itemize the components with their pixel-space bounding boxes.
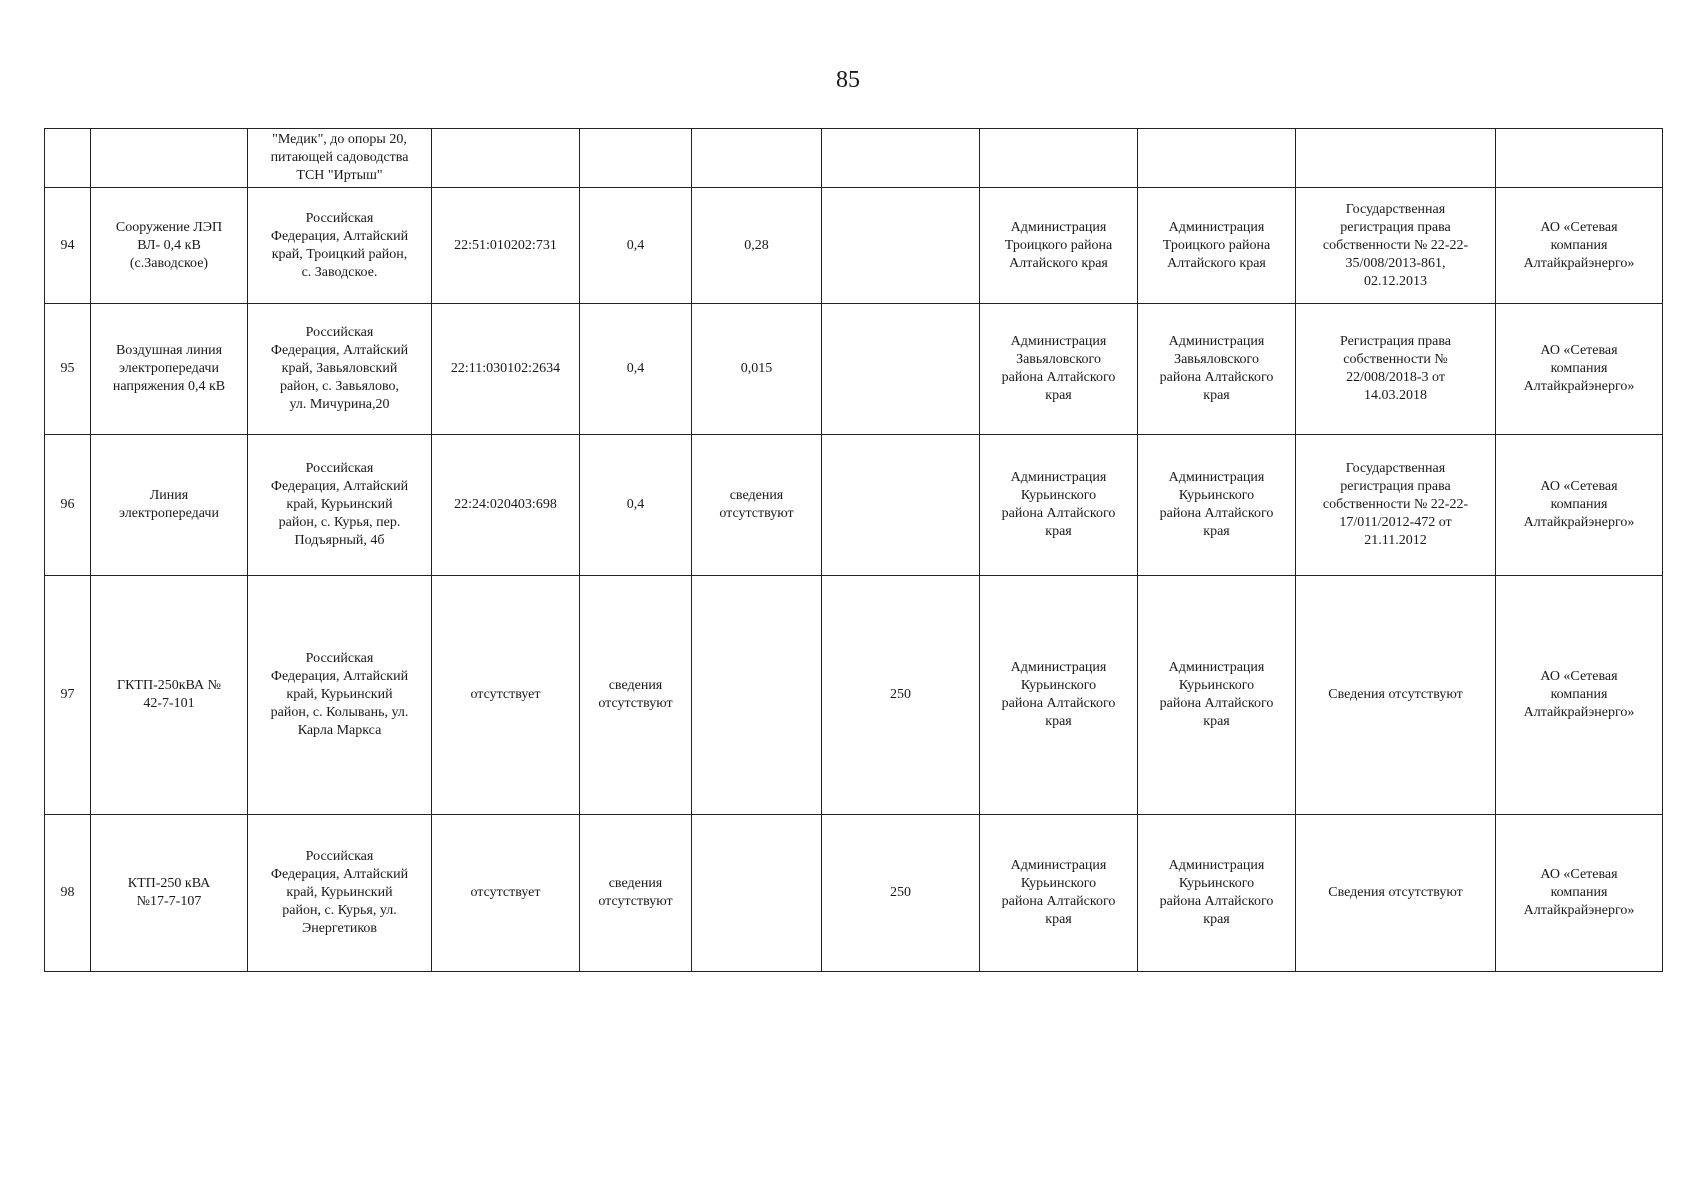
property-registry-table bbox=[44, 128, 1663, 972]
power-cell: 250 bbox=[822, 815, 980, 972]
length-cell bbox=[692, 129, 822, 188]
table-row bbox=[45, 188, 1663, 304]
cadastral-number-cell: отсутствует bbox=[432, 815, 580, 972]
row-number-cell bbox=[45, 129, 91, 188]
registration-cell: Сведения отсутствуют bbox=[1296, 815, 1496, 972]
holder-cell bbox=[1138, 129, 1296, 188]
registration-cell: Государственная регистрация права собственности № 22-22- 35/008/2013-861, 02.12.2013 bbox=[1296, 188, 1496, 304]
length-cell: 0,015 bbox=[692, 304, 822, 435]
registration-cell: Государственная регистрация права собственности № 22-22- 17/011/2012-472 от 21.11.2012 bbox=[1296, 435, 1496, 576]
row-number-cell: 98 bbox=[45, 815, 91, 972]
address-cell: Российская Федерация, Алтайский край, Троицкий район, с. Заводское. bbox=[248, 188, 432, 304]
object-name-cell: Сооружение ЛЭП ВЛ- 0,4 кВ (с.Заводское) bbox=[91, 188, 248, 304]
power-cell: 250 bbox=[822, 576, 980, 815]
length-cell: 0,28 bbox=[692, 188, 822, 304]
operator-cell: АО «Сетевая компания Алтайкрайэнерго» bbox=[1496, 188, 1663, 304]
object-name-cell: Линия электропередачи bbox=[91, 435, 248, 576]
row-number-cell: 96 bbox=[45, 435, 91, 576]
voltage-cell bbox=[580, 129, 692, 188]
address-cell: Российская Федерация, Алтайский край, Курьинский район, с. Колывань, ул. Карла Маркса bbox=[248, 576, 432, 815]
owner-cell: Администрация Курьинского района Алтайского края bbox=[980, 815, 1138, 972]
length-cell bbox=[692, 576, 822, 815]
holder-cell: Администрация Завьяловского района Алтайского края bbox=[1138, 304, 1296, 435]
row-number-cell: 95 bbox=[45, 304, 91, 435]
holder-cell: Администрация Курьинского района Алтайского края bbox=[1138, 815, 1296, 972]
address-cell: "Медик", до опоры 20, питающей садоводства ТСН "Иртыш" bbox=[248, 129, 432, 188]
operator-cell: АО «Сетевая компания Алтайкрайэнерго» bbox=[1496, 815, 1663, 972]
power-cell bbox=[822, 129, 980, 188]
owner-cell: Администрация Троицкого района Алтайского края bbox=[980, 188, 1138, 304]
operator-cell: АО «Сетевая компания Алтайкрайэнерго» bbox=[1496, 304, 1663, 435]
cadastral-number-cell: 22:24:020403:698 bbox=[432, 435, 580, 576]
address-cell: Российская Федерация, Алтайский край, Завьяловский район, с. Завьялово, ул. Мичурина,20 bbox=[248, 304, 432, 435]
address-cell: Российская Федерация, Алтайский край, Курьинский район, с. Курья, ул. Энергетиков bbox=[248, 815, 432, 972]
owner-cell: Администрация Курьинского района Алтайского края bbox=[980, 435, 1138, 576]
voltage-cell: 0,4 bbox=[580, 188, 692, 304]
voltage-cell: 0,4 bbox=[580, 304, 692, 435]
operator-cell bbox=[1496, 129, 1663, 188]
holder-cell: Администрация Курьинского района Алтайского края bbox=[1138, 576, 1296, 815]
cadastral-number-cell: отсутствует bbox=[432, 576, 580, 815]
table-row bbox=[45, 815, 1663, 972]
owner-cell: Администрация Курьинского района Алтайского края bbox=[980, 576, 1138, 815]
row-number-cell: 94 bbox=[45, 188, 91, 304]
operator-cell: АО «Сетевая компания Алтайкрайэнерго» bbox=[1496, 576, 1663, 815]
row-number-cell: 97 bbox=[45, 576, 91, 815]
power-cell bbox=[822, 304, 980, 435]
power-cell bbox=[822, 188, 980, 304]
registration-cell bbox=[1296, 129, 1496, 188]
registration-cell: Сведения отсутствуют bbox=[1296, 576, 1496, 815]
object-name-cell: КТП-250 кВА №17-7-107 bbox=[91, 815, 248, 972]
page-number: 85 bbox=[836, 67, 860, 93]
table-row bbox=[45, 435, 1663, 576]
operator-cell: АО «Сетевая компания Алтайкрайэнерго» bbox=[1496, 435, 1663, 576]
owner-cell: Администрация Завьяловского района Алтайского края bbox=[980, 304, 1138, 435]
holder-cell: Администрация Курьинского района Алтайского края bbox=[1138, 435, 1296, 576]
voltage-cell: сведения отсутствуют bbox=[580, 815, 692, 972]
cadastral-number-cell bbox=[432, 129, 580, 188]
owner-cell bbox=[980, 129, 1138, 188]
table-row bbox=[45, 129, 1663, 188]
table-row bbox=[45, 304, 1663, 435]
address-cell: Российская Федерация, Алтайский край, Курьинский район, с. Курья, пер. Подъярный, 4б bbox=[248, 435, 432, 576]
cadastral-number-cell: 22:11:030102:2634 bbox=[432, 304, 580, 435]
voltage-cell: сведения отсутствуют bbox=[580, 576, 692, 815]
object-name-cell: ГКТП-250кВА № 42-7-101 bbox=[91, 576, 248, 815]
holder-cell: Администрация Троицкого района Алтайского края bbox=[1138, 188, 1296, 304]
cadastral-number-cell: 22:51:010202:731 bbox=[432, 188, 580, 304]
length-cell: сведения отсутствуют bbox=[692, 435, 822, 576]
object-name-cell: Воздушная линия электропередачи напряжения 0,4 кВ bbox=[91, 304, 248, 435]
voltage-cell: 0,4 bbox=[580, 435, 692, 576]
table-row bbox=[45, 576, 1663, 815]
length-cell bbox=[692, 815, 822, 972]
power-cell bbox=[822, 435, 980, 576]
object-name-cell bbox=[91, 129, 248, 188]
registration-cell: Регистрация права собственности № 22/008/2018-3 от 14.03.2018 bbox=[1296, 304, 1496, 435]
